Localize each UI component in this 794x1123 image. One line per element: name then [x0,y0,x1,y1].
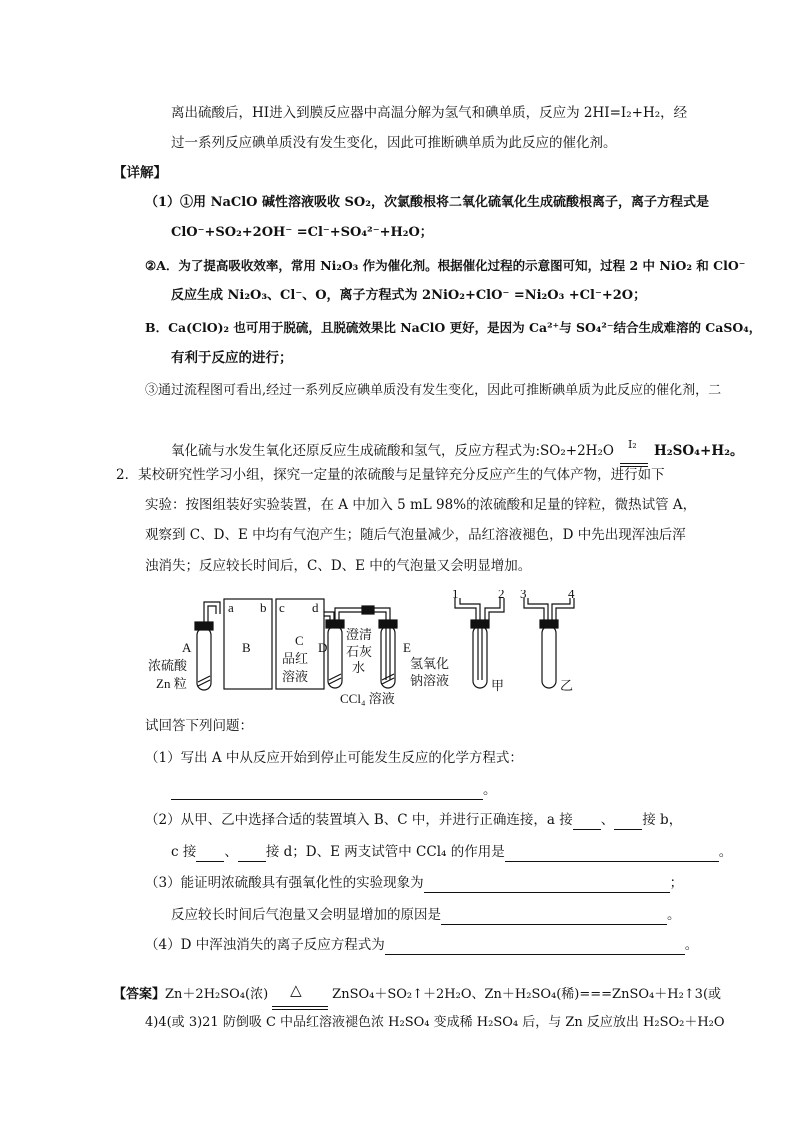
detail-p2a: ②A．为了提高吸收效率，常用 Ni₂O₃ 作为催化剂。根据催化过程的示意图可知，过程 2 中 NiO₂ 和 ClO⁻ [145,258,746,273]
detail-p4b [171,438,744,461]
question-4 [145,935,698,955]
q2-line-1: 2．某校研究性学习小组，探究一定量的浓硫酸与足量锌充分反应产生的气体产物，进行如下 [116,467,665,483]
q2-line-4: 浊消失；反应较长时间后，C、D、E 中的气泡量又会明显增加。 [145,558,532,574]
q2b-period: 。 [718,844,733,860]
q1-period: 。 [483,782,497,798]
label-d-sol4: CCl₄ 溶液 [340,691,395,706]
stopper-jia [471,620,489,628]
tube-a-pipe [204,602,220,622]
question-3-line-b [171,905,681,925]
label-D: D [318,640,328,655]
stopper-e [379,620,397,628]
label-e-sol2: 钠溶液 [410,673,450,688]
rubber-joint [362,606,374,614]
apparatus-diagram [140,590,590,716]
jia-long-pipe [478,628,482,680]
q3a-text: （3）能证明浓硫酸具有强氧化性的实验现象为 [145,875,424,891]
stopper-a [195,622,213,630]
tube-jia [473,626,487,688]
acid-hatch [198,676,210,686]
answer-l1-post: ZnSO₄＋SO₂↑＋2H₂O、Zn＋H₂SO₄(稀)===ZnSO₄＋H₂↑3(或 [332,987,722,1002]
q2-line-2: 实验：按图组装好实验装置，在 A 中加入 5 mL 98%的浓硫酸和足量的锌粒，微热试管 A， [145,497,697,513]
yi-pipes [524,598,574,620]
label-c-sol2: 溶液 [282,669,309,684]
catalyst-label: I₂ [627,438,637,451]
label-yi: 乙 [560,678,574,693]
label-C: C [295,633,304,648]
detail-p2b: 反应生成 Ni₂O₃、Cl⁻、O，离子方程式为 2NiO₂+ClO⁻ =Ni₂O₃ +Cl⁻+2O； [171,288,647,303]
blank-q2-3[interactable] [196,846,224,862]
q3a-semicolon: ； [669,875,684,891]
blank-q3-2[interactable] [441,909,667,925]
label-n2: 2 [498,590,505,601]
pipe-d-out [335,608,364,620]
q4-text: （4）D 中浑浊消失的离子反应方程式为 [145,937,385,953]
blank-q4[interactable] [385,939,685,955]
tube-yi [542,626,556,688]
blank-q2-5[interactable] [505,846,719,862]
detail-p3b: 有利于反应的进行； [171,350,293,366]
q2-line-3: 观察到 C、D、E 中均有气泡产生；随后气泡量减少，品红溶液褪色，D 中先出现浑浊后浑 [145,527,686,543]
label-E: E [403,640,411,655]
blank-q2-1[interactable] [573,814,601,830]
label-d-sol3: 水 [352,660,366,675]
q2b-text-1: c 接 [171,844,197,860]
answer-l1-pre: Zn＋2H₂SO₄(浓) [165,987,269,1002]
questions-intro: 试回答下列问题： [145,718,253,734]
label-d-sol2: 石灰 [346,644,373,659]
stopper-yi [540,620,558,628]
blank-q3-1[interactable] [424,877,670,893]
label-b: b [260,600,267,615]
label-n1: 1 [452,590,459,601]
q2b-text-3: 接 d；D、E 两支试管中 CCl₄ 的作用是 [265,844,505,860]
stopper-d [326,620,344,628]
detail-p1a: （1）①用 NaClO 碱性溶液吸收 SO₂，次氯酸根将二氧化硫氧化生成硫酸根离子，离子方程式是 [145,195,709,210]
answer-tag: 【答案】 [113,987,166,1002]
heating-symbol: △ [290,981,302,999]
detail-p4b-post: H₂SO₄+H₂。 [653,443,744,459]
detail-tag: 【详解】 [113,165,167,181]
e-hatch [382,674,394,684]
intro-line-1: 离出硫酸后，HI进入到膜反应器中高温分解为氢气和碘单质，反应为 2HI=I₂+H₂，经 [171,105,688,121]
blank-q2-4[interactable] [238,846,266,862]
detail-p4b-pre: 氧化硫与水发生氧化还原反应生成硫酸和氢气，反应方程式为:SO₂+2H₂O [171,443,614,459]
label-c: c [279,600,285,615]
question-2-line-a [145,810,682,830]
blank-q1[interactable] [171,784,483,800]
label-n4: 4 [568,590,575,601]
blank-q2-2[interactable] [614,814,642,830]
q4-period: 。 [684,937,699,953]
label-n3: 3 [520,590,527,601]
d-hatch [329,674,341,684]
label-c-sol1: 品红 [282,651,309,666]
q3b-period: 。 [667,907,681,923]
question-1-answer-line [171,780,497,800]
answer-line-2: 4)4(或 3)21 防倒吸 C 中品红溶液褪色浓 H₂SO₄ 变成稀 H₂SO₄ 后，与 Zn 反应放出 H₂SO₂＋H₂O [145,1015,725,1030]
detail-p3a: B．Ca(ClO)₂ 也可用于脱硫，且脱硫效果比 NaClO 更好，是因为 Ca²⁺与 SO₄²⁻结合生成难溶的 CaSO₄， [145,320,762,335]
label-jia: 甲 [491,678,505,693]
question-1: （1）写出 A 中从反应开始到停止可能发生反应的化学方程式： [145,750,523,766]
jia-pipes [455,598,504,620]
label-e-sol1: 氢氧化 [410,656,450,671]
q2a-text-3: 接 b， [642,812,683,828]
label-zn: Zn 粒 [156,676,187,691]
label-B: B [242,640,251,655]
label-acid: 浓硫酸 [148,658,188,673]
question-3-line-a [145,873,683,893]
pipe-to-e [374,608,390,680]
q2a-text-1: （2）从甲、乙中选择合适的装置填入 B、C 中，并进行正确连接，a 接 [145,812,573,828]
intro-line-2: 过一系列反应碘单质没有发生变化，因此可推断碘单质为此反应的催化剂。 [171,135,617,151]
question-2-line-b [171,842,732,862]
label-a: a [228,600,234,615]
q3b-text: 反应较长时间后气泡量又会明显增加的原因是 [171,907,441,923]
detail-p4a: ③通过流程图可看出,经过一系列反应碘单质没有发生变化，因此可推断碘单质为此反应的催化剂，二 [145,383,722,398]
q2b-text-2: 、 [224,844,238,860]
label-d: d [312,600,319,615]
detail-p1b: ClO⁻+SO₂+2OH⁻ =Cl⁻+SO₄²⁻+H₂O； [171,225,433,240]
answer-line-1 [113,981,722,1005]
q2a-text-2: 、 [600,812,615,828]
label-A: A [182,640,192,655]
label-d-sol1: 澄清 [346,627,373,642]
